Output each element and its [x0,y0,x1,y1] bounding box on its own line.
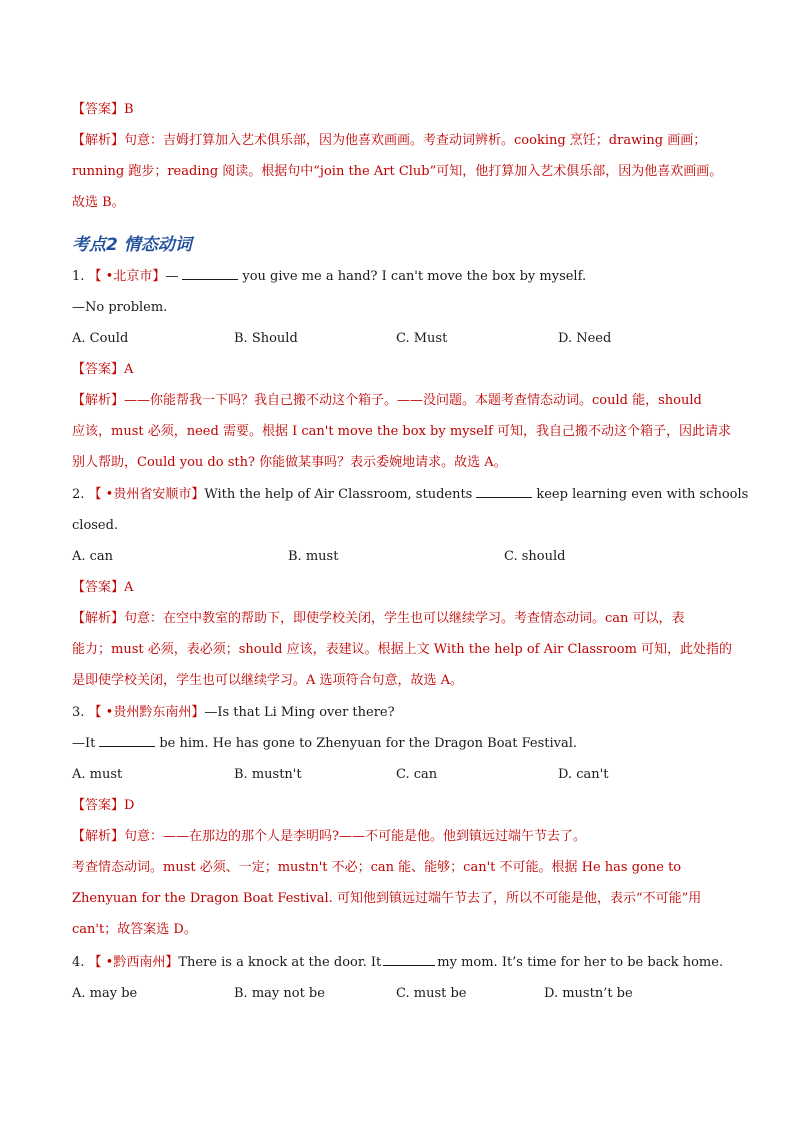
answer-value: A [124,580,134,595]
option-d: D. can't [558,767,609,782]
option-a: A. may be [72,986,138,1001]
question-3-analysis-line-1 [72,827,722,847]
question-2-options [72,547,722,567]
analysis-tag: 【解析】 [72,611,125,626]
question-1-stem [72,267,722,287]
question-source: 【 •黔西南州】 [88,955,179,970]
question-3-stem-line2 [72,734,722,754]
question-3-answer [72,796,722,816]
stem-after: my mom. It’s time for her to be back home. [437,955,724,970]
question-1-analysis-line-2: 应该，must 必须，need 需要。根据 I can't move the box by myself 可知，我自己搬不动这个箱子，因此请求 [72,424,731,439]
question-4-stem [72,953,722,973]
question-3-analysis-line-3: Zhenyuan for the Dragon Boat Festival. 可知他到镇远过端午节去了，所以不可能是他，表示“不可能”用 [72,891,702,906]
question-number: 3. [72,705,85,720]
analysis-tag: 【解析】 [72,829,125,844]
question-1-analysis-line-3: 别人帮助，Could you do sth? 你能做某事吗？表示委婉地请求。故选 A。 [72,455,507,470]
question-number: 4. [72,955,85,970]
analysis-tag: 【解析】 [72,393,125,408]
analysis-tag: 【解析】 [72,133,125,148]
prev-analysis-line-1 [72,131,722,151]
option-a: A. must [72,767,123,782]
option-d: D. Need [558,331,612,346]
option-c: C. Must [396,331,448,346]
stem-after: keep learning even with schools [536,487,749,502]
stem-after: you give me a hand? I can't move the box by myself. [242,269,587,284]
stem-line2-after: be him. He has gone to Zhenyuan for the Dragon Boat Festival. [159,736,578,751]
question-3-options [72,765,722,785]
question-3-stem [72,703,722,723]
answer-blank [476,485,532,498]
option-c: C. should [504,549,566,564]
answer-value: B [124,102,134,117]
question-3-analysis-line-4: can't；故答案选 D。 [72,922,197,937]
question-source: 【 •北京市】 [88,269,166,284]
question-number: 2. [72,487,85,502]
question-2-analysis-line-2: 能力；must 必须，表必须；should 应该，表建议。根据上文 With the help of Air Classroom 可知，此处指的 [72,642,733,657]
prev-analysis-line-3: 故选 B。 [72,195,125,210]
question-source: 【 •贵州省安顺市】 [88,487,205,502]
answer-blank [99,734,155,747]
section-title: 考点2 情态动词 [72,235,192,255]
question-1-stem-line2: —No problem. [72,300,168,315]
option-b: B. mustn't [234,767,302,782]
question-number: 1. [72,269,85,284]
question-2-answer [72,578,722,598]
question-1-answer [72,360,722,380]
analysis-text: 句意：吉姆打算加入艺术俱乐部，因为他喜欢画画。考查动词辨析。cooking 烹饪；drawing 画画； [124,133,707,148]
answer-tag: 【答案】 [72,580,125,595]
option-d: D. mustn’t be [544,986,633,1001]
answer-blank [182,267,238,280]
option-a: A. can [72,549,114,564]
answer-tag: 【答案】 [72,798,125,813]
stem-before: With the help of Air Classroom, students [204,487,473,502]
question-2-analysis-line-3: 是即使学校关闭，学生也可以继续学习。A 选项符合句意，故选 A。 [72,673,464,688]
question-1-options [72,329,722,349]
analysis-text: 句意：——在那边的那个人是李明吗?——不可能是他。他到镇远过端午节去了。 [124,829,586,844]
answer-value: D [124,798,135,813]
option-c: C. must be [396,986,467,1001]
option-b: B. may not be [234,986,325,1001]
question-2-analysis-line-1 [72,609,722,629]
analysis-text: ——你能帮我一下吗？我自己搬不动这个箱子。——没问题。本题考查情态动词。could 能，should [124,393,702,408]
option-b: B. Should [234,331,298,346]
question-3-analysis-line-2: 考查情态动词。must 必须、一定；mustn't 不必；can 能、能够；can't 不可能。根据 He has gone to [72,860,682,875]
stem-before: —Is that Li Ming over there? [204,705,395,720]
option-c: C. can [396,767,438,782]
question-2-stem-line2: closed. [72,518,119,533]
option-a: A. Could [72,331,129,346]
question-source: 【 •贵州黔东南州】 [88,705,205,720]
answer-blank [383,953,435,966]
stem-before: — [165,269,179,284]
prev-analysis-line-2: running 跑步；reading 阅读。根据句中“join the Art Club”可知，他打算加入艺术俱乐部，因为他喜欢画画。 [72,164,723,179]
analysis-text: 句意：在空中教室的帮助下，即使学校关闭，学生也可以继续学习。考查情态动词。can 可以，表 [124,611,685,626]
option-b: B. must [288,549,339,564]
prev-answer-line [72,100,722,120]
question-4-options [72,984,722,1004]
answer-value: A [124,362,134,377]
answer-tag: 【答案】 [72,102,125,117]
question-2-stem [72,485,749,505]
stem-line2-before: —It [72,736,96,751]
question-1-analysis-line-1 [72,391,722,411]
answer-tag: 【答案】 [72,362,125,377]
stem-before: There is a knock at the door. It [178,955,382,970]
